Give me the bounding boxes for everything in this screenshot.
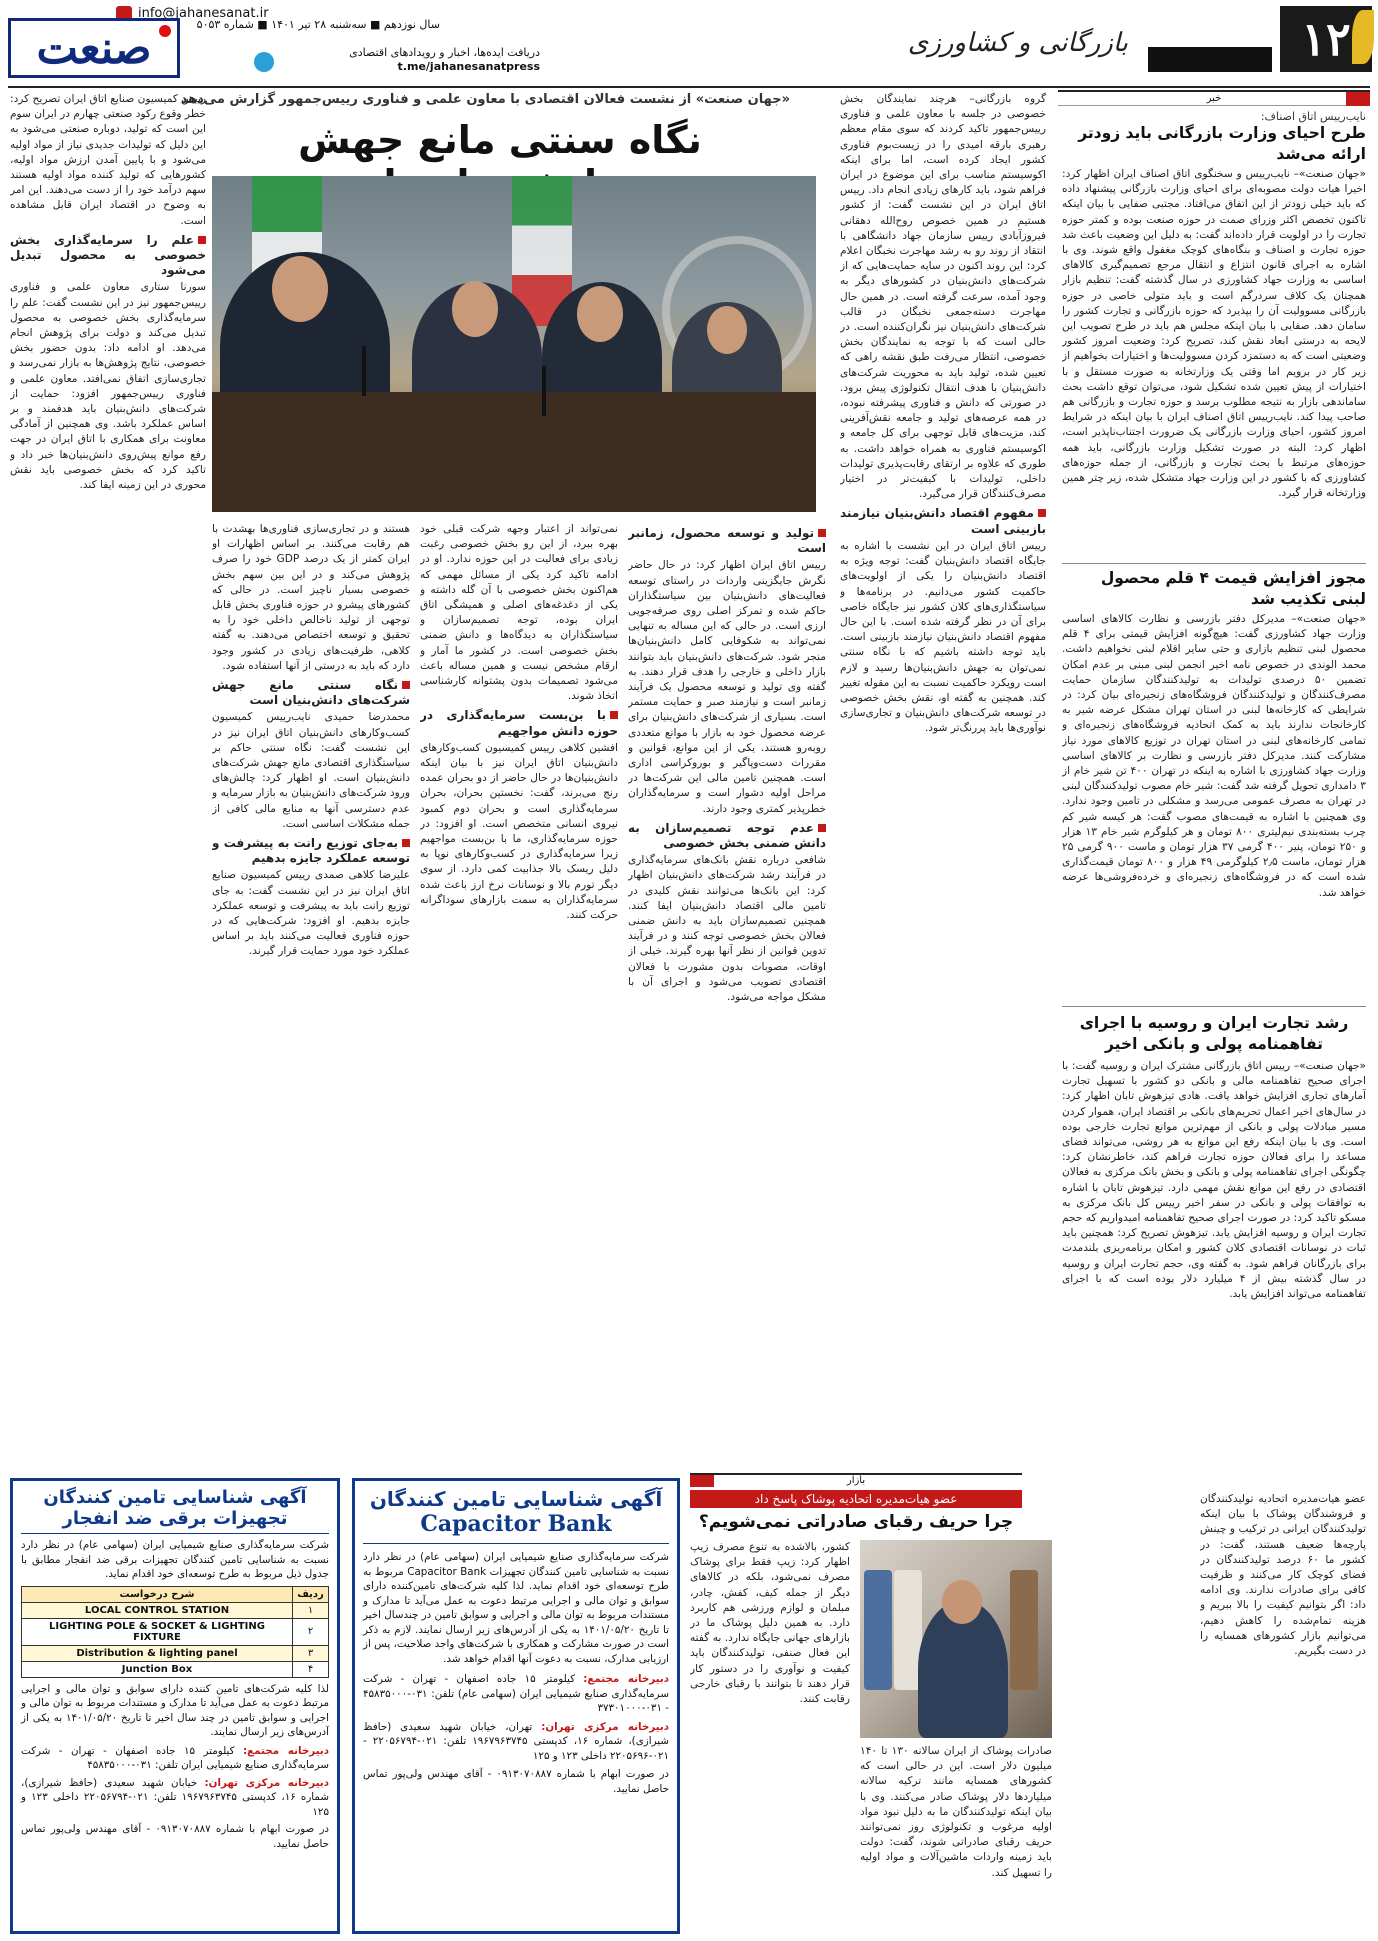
market-col-b: صادرات پوشاک از ایران سالانه ۱۳۰ تا ۱۴۰ میلیون دلار است. این در حالی است که کشورهای همسایه مانند ترکیه سالانه میلیاردها دلار پوشاک صادر می‌کنند. وی با بیان اینکه تولیدکنندگان ما به دلیل نبود مواد اولیه مرغوب و تکنولوژی روز نمی‌توانند حریف رقبای صادراتی شوند، گفت: دولت باید زمینه واردات ماشین‌آلات و مواد اولیه را تسهیل کند. [860, 1745, 1052, 1879]
page-number: ۱۲ [1280, 6, 1372, 72]
subhead: نگاه سنتی مانع جهش شرکت‌های دانش‌بنیان است [212, 678, 410, 708]
meeting-photo [212, 176, 816, 512]
market-title[interactable]: چرا حریف رقبای صادراتی نمی‌شویم؟ [698, 1512, 1014, 1532]
table-row: ۱ LOCAL CONTROL STATION [22, 1602, 329, 1618]
microphone-icon [542, 366, 546, 416]
news-column [1062, 110, 1366, 1491]
subhead: علم را سرمایه‌گذاری بخش خصوصی به محصول تبدیل می‌شود [10, 232, 206, 278]
news-section-bar: خبر [1058, 90, 1370, 106]
subhead: تولید و توسعه محصول، زمانبر است [628, 526, 826, 556]
main-col-e: رییس کمیسیون صنایع اتاق ایران تصریح کرد: خطر وقوع رکود صنعتی چهارم در ایران سوم این است که تولید، دوباره صنعتی می‌شود به این دلیل که تولیدات جدیدی نیاز از مواد اولیه می‌شود و با پایین آمدن ارزش مواد اولیه، کشورهایی که تولید کننده مواد اولیه هستند سهم درآمد خود را از دست می‌دهند. این امر به وضوح در اقتصاد ایران قابل مشاهده است. علم را سرمایه‌گذاری بخش خصوصی به محصول تبدیل می‌شود سورنا ستاری معاون علمی و فناوری رییس‌جمهور نیز در این نشست گفت: علم را سرمایه‌گذاری بخش خصوصی به محصول تبدیل می‌کند و دولت برای پژوهش انجام می‌دهد. او ادامه داد: بدون حضور بخش خصوصی، نتایج پژوهش‌ها به بازار نمی‌رسد و تجاری‌سازی اتفاق نمی‌افتد. معاون علمی و فناوری رییس‌جمهور افزود: حمایت از شرکت‌های دانش‌بنیان باید هدفمند و بر اساس عملکرد باشد. وی همچنین از آمادگی معاونت برای همکاری با اتاق ایران در جهت رفع موانع پیش‌روی دانش‌بنیان‌ها خبر داد و تاکید کرد که بخش خصوصی باید نقش محوری در این زمینه ایفا کند. [10, 93, 206, 492]
story2-body: «جهان صنعت»– مدیرکل دفتر بازرسی و نظارت کالاهای اساسی وزارت جهاد کشاورزی گفت: هیچ‌گونه افزایش قیمتی برای ۴ قلم محصول لبنی تنظیم بازاری و حتی سایر اقلام لبنی نخواهیم داشت. محمد الوندی در خصوص نامه اخیر انجمن لبنی مبنی بر عدم امکان تضمین ۵۰ درصدی تولیدات به تولیدکنندگان سازمان حمایت مصرف‌کنندگان و تولیدکنندگان فروشگاه‌های زنجیره‌ای بیان کرد: در شرایطی که کارخانه‌ها لبنی در استان تهران مشکل عرضه شیر به کارخانجات ندارند باید به کمک اتحادیه فروشگاه‌های زنجیره‌ای و تمامی کارخانه‌های لبنی در استان تهران در توزیع کالاهای مورد نیاز مشارکت کنند. مدیرکل دفتر بازرسی و نظارت بر کالاهای اساسی وزارت جهاد کشاورزی با اشاره به اینکه در تهران ۴۰۰ تن شیر خام از ۳ دامداری تحویل گرفته شد گفت: شیر خام مصوب تولیدکنندگان لبنی در تهران به مصرف عمومی می‌رسد و مشکلی در تامین وجود ندارد. وی همچنین با اشاره به قیمت‌های مصوب گفت: هر کیسه شیر کم چرب بسته‌بندی نیم‌لیتری ۸۰۰ تومان و هر کیلوگرم شیر خام ۱۳ هزار و ۲۵۰ تومان، پنیر ۴۰۰ گرمی ۳۷ هزار تومان و ماست ۹۰۰ گرمی ۲۵ هزار تومان، ماست ۲٫۵ کیلوگرمی ۴۹ هزار و ۸۰۰ تومان قیمت‌گذاری شده است که در فروشگاه‌های زنجیره‌ای و خرده‌فروشی‌ها عرضه خواهد شد. [1062, 613, 1366, 899]
subhead: به‌جای توزیع رانت به پیشرفت و توسعه عملکرد جایزه بدهیم [212, 836, 410, 866]
shirt-image [1010, 1570, 1038, 1690]
factory-skyline-icon [1148, 30, 1272, 72]
request-table: ردیف شرح درخواست ۱ LOCAL CONTROL STATION ۲ LIGHTING POLE & SOCKET & LIGHTING FIXTURE ۳ Distribution & lighting panel ۴ Junction Box [21, 1586, 329, 1678]
main-col-a: گروه بازرگانی– هرچند نمایندگان بخش خصوصی در جلسه با معاون علمی و فناوری رییس‌جمهور تاکید کردند که سوی مقام معظم رهبری بارقه امیدی را در زیست‌بوم فناوری کشور ایجاد کرده است، اما برای اینکه اکوسیستم مناسب برای این موضوع در ایران فراهم شود، باید کارهای زیادی انجام داد. رییس اتاق ایران در این نشست گفت: از کشور هستیم در همین خصوص روح‌الله دهقانی فیروزآبادی رییس سازمان جهاد دانشگاهی با انتقاد از روند رو به رشد مهاجرت نخبگان اعلام کرد: این روند اکنون در سایه حمایت‌هایی که از شرکت‌های دانش‌بنیان در کشورهای دیگر به وجود آمده، سرعت گرفته است. در همین حال مهاجرت دسته‌جمعی نخبگان در قالب شرکت‌های دانش‌بنیان نیز نگران‌کننده است. در حالی است که با توجه به نمایندگان بخش خصوصی، انتظار می‌رفت طبق نقشه راهی که تعیین شده، تولید باید به محوریت شرکت‌های دانش‌بنیان با هدف انتقال تکنولوژی پیش برود. در صورتی که دانش و فناوری پیشرفته نبوده، در همه عرصه‌های تولید و جامعه نقش‌آفرینی کند، مزیت‌های قابل توجهی برای کل جامعه و اکوسیستم فناوری به همراه خواهد داشت. به طوری که علاوه بر ارتقای رقابت‌پذیری تولیدات داخلی، تولیدات با کیفیت‌تر در اختیار مصرف‌کنندگان قرار می‌گیرد. مفهوم اقتصاد دانش‌بنیان نیازمند بازبینی است رییس اتاق ایران در این نشست با اشاره به جایگاه اقتصاد دانش‌بنیان گفت: توجه ویژه به اقتصاد دانش‌بنیان را یکی از اولویت‌های حاکمیت کشور می‌دانیم. در برنامه‌ها و سیاستگذاری‌های کلان کشور نیز جایگاه خاصی برای آن در نظر گرفته شده است. با این حال مفهوم اقتصاد دانش‌بنیان نیازمند بازبینی است. باید توجه داشته باشیم که با نگاه سنتی نمی‌توان به جهش دانش‌بنیان‌ها رسید و لازم است رویکرد حاکمیت نسبت به این مقوله تغییر کند. همچنین به گفته او، نقش بخش خصوصی در توسعه شرکت‌های دانش‌بنیان و تجاری‌سازی نوآوری‌ها باید پررنگ‌تر شود. [840, 93, 1046, 735]
table-row: ۳ Distribution & lighting panel [22, 1645, 329, 1661]
divider [1062, 563, 1366, 564]
table-row: ۲ LIGHTING POLE & SOCKET & LIGHTING FIXTURE [22, 1618, 329, 1645]
telegram-promo[interactable]: دریافت ایده‌ها، اخبار و رویدادهای اقتصادی t.me/jahanesanatpress [280, 46, 540, 74]
ad-capacitor-bank[interactable]: آگهی شناسایی تامین کنندگان Capacitor Bank شرکت سرمایه‌گذاری صنایع شیمیایی ایران (سهامی عام) در نظر دارد نسبت به شناسایی تامین کنندگان تجهیزات Capacitor Bank مربوط به طرح توسعه‌ای خود اقدام نماید. لذا کلیه شرکت‌های تامین‌کننده دارای سوابق و توان مالی و اجرایی مرتبط دعوت به عمل می‌آید تا مدارک و مستندات مربوط به توان مالی و اجرایی و سوابق تامین در چندسال اخیر تا تاریخ ۱۴۰۱/۰۵/۲۰ به یکی از آدرس‌های زیر ارسال نمایند. لازم به ذکر است در صورت مشارکت و همکاری با شرکت‌های واجد صلاحیت، پس از ارزیابی مدارک، نسبت به دعوت آنها اقدام خواهد شد. دبیرخانه مجتمع: کیلومتر ۱۵ جاده اصفهان - تهران - شرکت سرمایه‌گذاری صنایع شیمیایی ایران (سهامی عام) تلفن: ۰۳۱-۴۵۸۳۵۰۰۰ - ۰۳۱-۳۷۳۰۱۰۰۰ دبیرخانه مرکزی تهران: تهران، خیابان شهید سعیدی (حافظ شیرازی)، شماره ۱۶، کدپستی ۱۹۶۷۹۶۳۷۴۵ تلفن: ۰۲۱-۲۲۰۵۶۷۹۴ - ۰۲۱-۲۲۰۵۶۹۶ داخلی ۱۲۳ و ۱۲۵ در صورت ابهام با شماره ۰۹۱۳۰۷۰۸۸۷ - آقای مهندس ولی‌پور تماس حاصل نمایید. [352, 1478, 680, 1934]
ad-body: لذا کلیه شرکت‌های تامین کننده دارای سوابق و توان مالی و اجرایی مرتبط دعوت به عمل می‌آید تا مدارک و مستندات مربوط به توان مالی و اجرایی و سوابق تامین در چند سال اخیر تا تاریخ ۱۴۰۱/۰۵/۲۰ به یکی از آدرس‌های زیر ارسال نمایند. [21, 1682, 329, 1738]
ad-intro: شرکت سرمایه‌گذاری صنایع شیمیایی ایران (سهامی عام) در نظر دارد نسبت به شناسایی تامین کنندگان تجهیزات برقی ضد انفجار مطابق با جدول ذیل مربوط به طرح توسعه‌ای خود اقدام نماید. [21, 1539, 329, 1580]
story1-body: «جهان صنعت»– نایب‌رییس و سخنگوی اتاق اصناف ایران اظهار کرد: اخیرا هیات دولت مصوبه‌ای برای احیای وزارت بازرگانی پیشنهاد داده که باید خیلی زودتر از این اتفاق می‌افتاد. مجتبی صفایی با بیان اینکه تاکنون تخصص اکثر وزرای صمت در حوزه صنعت بوده و کمتر حوزه تجارت را در اولویت قرار داده‌اند گفت: به دلیل این وضعیت باعث شد حوزه تجارت و اصناف و بنگاه‌های کوچک مغفول واقع شوند. وی با اشاره به اجرای قانون انتزاع و انتقال مرجع تصمیم‌گیری کالاهای اساسی به وزارت جهاد کشاورزی در سال گذشته گفت: تنظیم بازار همچنان یک کلاف سردرگم است و باید متولی خاصی در حوزه بازرگانی مسوولیت آن را بپذیرد که حوزه بازرگانی و تجارت کشور را سامان دهد. صفایی با بیان اینکه مجلس هم باید در طرح تصویب این لایحه به درستی ابعاد نقش کند، تصریح کرد: وضعیت امروز کشور وضعیتی است که به دستمزد کردن مسوولیت‌ها و اختیارات بخواهیم از زیر کار در برویم اما وقتی یک وزارتخانه به صورت مستقل و با اختیارات از پیش تعیین شده تشکیل شود، می‌توان توقع داشت بحث ساماندهی بازار به نتیجه مطلوب برسد و حوزه تجارت و بازرگانی هم صاحب پیدا کند. نایب‌رییس اتاق اصناف ایران با بیان اینکه در شرایط امروز کشور، احیای وزارت بازرگانی یک ضرورت اجتناب‌ناپذیر است، اظهار کرد: البته در صورت تشکیل وزارت بازرگانی، باید همه حوزه‌های مرتبط با بحث تجارت و بازرگانی، از جمله حوزه‌های کشاورزی که با کشور در این وزارت جهاد متشکل شده، زیر چتر همین وزارتخانه قرار گیرد. [1062, 168, 1366, 500]
ad-body: شرکت سرمایه‌گذاری صنایع شیمیایی ایران (سهامی عام) در نظر دارد نسبت به شناسایی تامین کنندگان تجهیزات Capacitor Bank مربوط به طرح توسعه‌ای خود اقدام نماید. لذا کلیه شرکت‌های تامین‌کننده دارای سوابق و توان مالی و اجرایی مرتبط دعوت به عمل می‌آید تا مدارک و مستندات مربوط به توان مالی و اجرایی و سوابق تامین در چندسال اخیر تا تاریخ ۱۴۰۱/۰۵/۲۰ به یکی از آدرس‌های زیر ارسال نمایند. لازم به ذکر است در صورت مشارکت و همکاری با شرکت‌های واجد صلاحیت، پس از ارزیابی مدارک، نسبت به دعوت آنها اقدام خواهد شد. [362, 1551, 669, 1665]
story2-title[interactable]: مجوز افزایش قیمت ۴ قلم محصول لبنی تکذیب شد [1100, 569, 1366, 608]
subhead: با بن‌بست سرمایه‌گذاری در حوزه دانش مواجهیم [420, 708, 618, 738]
person-head [452, 281, 498, 337]
person-head [577, 286, 623, 342]
person-head [942, 1580, 982, 1624]
table-row: ۴ Junction Box [22, 1661, 329, 1677]
clothing-store-photo [860, 1540, 1052, 1738]
market-col-a: کشور، بالاشده به تنوع مصرف زیپ اظهار کرد: زیپ فقط برای پوشاک مصرف نمی‌شود، بلکه در کالاهای دیگر از جمله کیف، کفش، چادر، مبلمان و لوازم ورزشی هم کاربرد دارد. به همین دلیل پوشاک ما در بازارهای جهانی جایگاه ندارد. به گفته این فعال صنفی، تولیدکنندگان باید کیفیت و نوآوری را در دستور کار قرار دهند تا بتوانند با رقبای خارجی رقابت کنند. [690, 1541, 850, 1706]
section-title: بازرگانی و کشاورزی [907, 28, 1128, 58]
issue-info: سال نوزدهم ■ سه‌شنبه ۲۸ تیر ۱۴۰۱ ■ شماره ۵۰۵۳ [196, 18, 440, 31]
story3-title[interactable]: رشد تجارت ایران و روسیه با اجرای تفاهمنامه پولی و بانکی اخیر [1079, 1014, 1349, 1053]
market-section-bar: بازار [690, 1473, 1022, 1487]
shirt-image [864, 1570, 892, 1690]
divider [363, 1543, 669, 1544]
ad-explosion-proof[interactable]: آگهی شناسایی تامین کنندگان تجهیزات برقی ضد انفجار شرکت سرمایه‌گذاری صنایع شیمیایی ایران (سهامی عام) در نظر دارد نسبت به شناسایی تامین کنندگان تجهیزات برقی ضد انفجار مطابق با جدول ذیل مربوط به طرح توسعه‌ای خود اقدام نماید. ردیف شرح درخواست ۱ LOCAL CONTROL STATION ۲ LIGHTING POLE & SOCKET & LIGHTING FIXTURE ۳ Distribution & lighting panel ۴ Junction Box لذا کلیه شرکت‌های تامین کننده دارای سوابق و توان مالی و اجرایی مرتبط دعوت به عمل می‌آید تا مدارک و مستندات مربوط به توان مالی و اجرایی و سوابق تامین در چند سال اخیر تا تاریخ ۱۴۰۱/۰۵/۲۰ به یکی از آدرس‌های زیر ارسال نمایند. دبیرخانه مجتمع: کیلومتر ۱۵ جاده اصفهان - تهران - شرکت سرمایه‌گذاری صنایع شیمیایی ایران تلفن: ۰۳۱-۴۵۸۳۵۰۰۰ دبیرخانه مرکزی تهران: خیابان شهید سعیدی (حافظ شیرازی)، شماره ۱۶، کدپستی ۱۹۶۷۹۶۳۷۴۵ تلفن: ۰۲۱-۲۲۰۵۶۷۹۴ داخلی ۱۲۳ و ۱۲۵ در صورت ابهام با شماره ۰۹۱۳۰۷۰۸۸۷ - آقای مهندس ولی‌پور تماس حاصل نمایید. [10, 1478, 340, 1934]
main-kicker: «جهان صنعت» از نشست فعالان اقتصادی با معاون علمی و فناوری رییس‌جمهور گزارش می‌دهد [180, 92, 790, 107]
subhead: عدم توجه تصمیم‌سازان به دانش ضمنی بخش خصوصی [628, 820, 826, 851]
telegram-icon [254, 52, 274, 72]
divider [1062, 1006, 1366, 1007]
main-col-c: نمی‌تواند از اعتبار وجهه شرکت قبلی خود بهره ببرد، از این رو بخش خصوصی رغبت زیادی برای فعالیت در این حوزه ندارد. او در ادامه تاکید کرد یکی از مسائل مهمی که هم‌اکنون بخش خصوصی با آن گله داشته و یکی از دغدغه‌های اصلی و همیشگی اتاق ایران بوده، توجه تصمیم‌سازان و سیاستگذاران به دیدگاه‌ها و دانش ضمنی بخش خصوصی است. در کشور ما آمار و ارقام مشخص نیست و همین مساله باعث می‌شود تصمیمات بدون پشتوانه کارشناسی اتخاذ شوند. با بن‌بست سرمایه‌گذاری در حوزه دانش مواجهیم افشین کلاهی رییس کمیسیون کسب‌وکارهای دانش‌بنیان اتاق ایران نیز با بیان اینکه دانش‌بنیان‌ها در حال حاضر از دو بحران عمده رنج می‌برند، گفت: نخستین بحران، بحران سرمایه‌گذاری است و بحران دوم کمبود نیروی انسانی متخصص است. او افزود: در حوزه سرمایه‌گذاری، ما با بن‌بست مواجهیم زیرا سرمایه‌گذاری در کسب‌وکارهای نوپا به دلیل ریسک بالا جذابیت کمی دارد. از سوی دیگر تورم بالا و نوسانات نرخ ارز باعث شده سرمایه‌گذاران به سمت بازارهای سوداگرانه حرکت کنند. [420, 523, 618, 922]
market-col-c: عضو هیات‌مدیره اتحادیه تولیدکنندگان و فروشندگان پوشاک با بیان اینکه تولیدکنندگان ایرانی در ترکیب و چینش پارچه‌ها ضعیف هستند، گفت: در کشور ما ۶۰ درصد تولیدکنندگان در فضای کوچک کار می‌کنند و ظرفیت کافی برای صادرات ندارند. وی ادامه داد: اگر بتوانیم کیفیت را بالا ببریم و هزینه تمام‌شده را کاهش دهیم، می‌توانیم بازار کشورهای همسایه را در دست بگیریم. [1200, 1493, 1366, 1658]
logo-dot-icon [159, 25, 171, 37]
main-col-d: هستند و در تجاری‌سازی فناوری‌ها بهشدت با هم رقابت می‌کنند. بر اساس اظهارات او ایران کمتر از یک درصد GDP خود را صرف پژوهش می‌کند و در این بین سهم بخش خصوصی بسیار ناچیز است. در حالی که کشورهای پیشرو در حوزه فناوری بخش قابل توجهی از تولید ناخالص داخلی خود را به تحقیق و توسعه اختصاص می‌دهند. به گفته کلاهی، ظرفیت‌های زیادی در کشور وجود دارد که باید به درستی از آنها استفاده شود. نگاه سنتی مانع جهش شرکت‌های دانش‌بنیان است محمدرضا حمیدی نایب‌رییس کمیسیون کسب‌وکارهای دانش‌بنیان اتاق ایران نیز در این نشست گفت: نگاه سنتی حاکم بر سیاستگذاری اقتصادی مانع جهش شرکت‌های دانش‌بنیان است. او اظهار کرد: چالش‌های ورود شرکت‌های دانش‌بنیان به بازار سرمایه و عدم دسترسی آنها به منابع مالی کافی از جمله مشکلات اساسی است. به‌جای توزیع رانت به پیشرفت و توسعه عملکرد جایزه بدهیم علیرضا کلاهی صمدی رییس کمیسیون صنایع اتاق ایران نیز در این نشست گفت: به جای توزیع رانت باید به پیشرفت و توسعه عملکرد جایزه بدهیم. او افزود: شرکت‌هایی که در حوزه فناوری فعالیت می‌کنند باید بر اساس عملکرد خود مورد حمایت قرار گیرند. [212, 523, 410, 958]
story1-title[interactable]: طرح احیای وزارت بازرگانی باید زودتر ارائه می‌شد [1078, 124, 1366, 163]
divider [21, 1533, 329, 1534]
wheat-leaf-icon [1352, 10, 1374, 64]
main-title[interactable]: نگاه سنتی مانع جهش [298, 118, 702, 162]
subhead: مفهوم اقتصاد دانش‌بنیان نیازمند بازبینی است [840, 506, 1046, 536]
microphone-icon [362, 346, 366, 396]
email-contact[interactable]: info@jahanesanat.ir [116, 4, 328, 22]
market-kicker: عضو هیات‌مدیره اتحادیه پوشاک پاسخ داد [690, 1490, 1022, 1508]
story1-kicker: نایب‌رییس اتاق اصناف: [1260, 110, 1366, 123]
story3-body: «جهان صنعت»– رییس اتاق بازرگانی مشترک ایران و روسیه گفت: با اجرای صحیح تفاهمنامه مالی و بانکی دو کشور با تسهیل تجارت آمارهای تجاری افزایش خواهد یافت. هادی تیزهوش تابان اظهار کرد: در سال‌های اخیر اعمال تحریم‌های بانکی بر اقتصاد ایران، هموار کردن مسیر مبادلات پولی و بانکی از مهم‌ترین موانع تجارت خارجی بوده است. وی با بیان اینکه رفع این موانع به هر روشی، می‌تواند فضای مساعد را برای فعالان حوزه تجارت فراهم کند، خاطرنشان کرد: چگونگی اجرای تفاهمنامه پولی و بانکی و بخش بانک مرکزی به فعالان اقتصادی در رفع این موانع نقش مهمی دارد. تیزهوش تابان با اشاره به توافقات پولی و بانکی در سفر اخیر رییس کل بانک مرکزی به مسکو تاکید کرد: در صورت اجرای صحیح تفاهمنامه امیدواریم که حجم تجارت ایران و روسیه افزایش یابد. تیزهوش تصریح کرد: همچنین باید ثبات در نوسانات اقتصادی کلان کشور و امکان برنامه‌ریزی بلندمدت برای بازرگانان فراهم شود. به گفته وی، حجم تجارت ایران و روسیه در سال گذشته بیش از ۴ میلیارد دلار بوده است که با اجرای تفاهمنامه می‌تواند افزایش یابد. [1062, 1060, 1366, 1301]
conference-table [212, 392, 816, 512]
person-head [272, 256, 328, 322]
header-rule [8, 86, 1370, 88]
person-head [707, 306, 747, 354]
newspaper-logo[interactable]: صنعت [8, 18, 180, 78]
main-col-b: تولید و توسعه محصول، زمانبر است رییس اتاق ایران اظهار کرد: در حال حاضر نگرش جایگزینی واردات در راستای توسعه فعالیت‌های دانش‌بنیان بین سیاستگذاران حاکم شده و تمرکز اصلی روی صرفه‌جویی ارزی است. در حالی که این مساله به تنهایی نمی‌تواند به شکوفایی کامل دانش‌بنیان‌ها منجر شود. شرکت‌های دانش‌بنیان باید بتوانند بازار داخلی و خارجی را هدف قرار دهند. به گفته وی تولید و توسعه محصول یک فرآیند زمانبر است و نیازمند صبر و حمایت مستمر است. بسیاری از شرکت‌های دانش‌بنیان برای عرضه محصول خود به بازار با موانع متعددی روبه‌رو هستند. یکی از این موانع، قوانین و مقررات دست‌وپاگیر و بوروکراسی اداری است. همچنین تامین مالی این شرکت‌ها در مراحل اولیه دشوار است و سرمایه‌گذاران خطرپذیر کمتری وجود دارند. عدم توجه تصمیم‌سازان به دانش ضمنی بخش خصوصی شافعی درباره نقش بانک‌های سرمایه‌گذاری در فرآیند رشد شرکت‌های دانش‌بنیان اظهار کرد: این بانک‌ها می‌توانند نقش کلیدی در تامین مالی اقتصاد دانش‌بنیان ایفا کنند. همچنین تصمیم‌سازان باید به دانش ضمنی فعالان بخش خصوصی توجه کنند و در فرآیند تدوین قوانین از نظر آنها بهره گیرند. خیلی از اوقات، مصوبات بدون مشورت با فعالان اقتصادی تصویب می‌شود و اجرای آن با مشکل مواجه می‌شود. [628, 526, 826, 1004]
